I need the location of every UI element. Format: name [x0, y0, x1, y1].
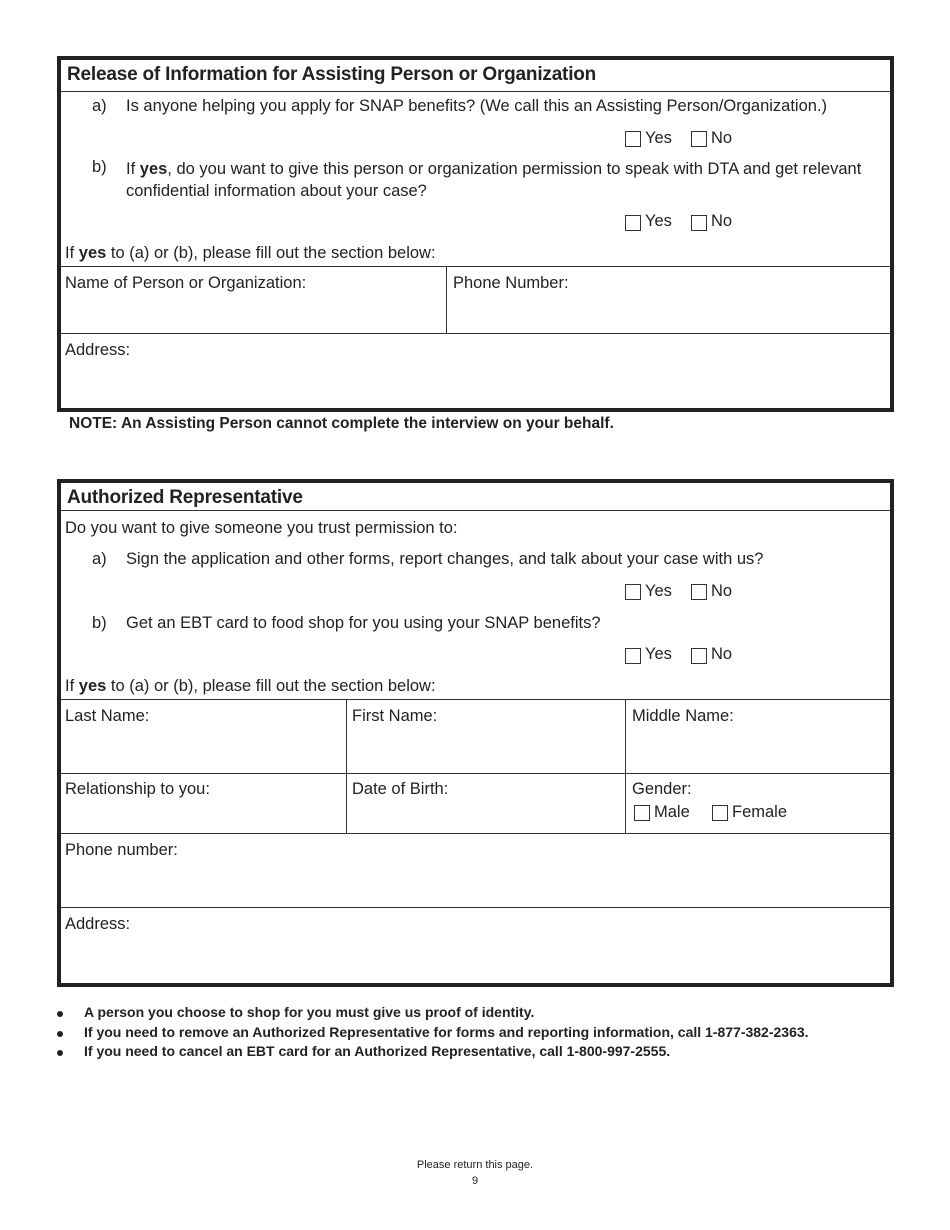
- middle-name-field-label: Middle Name:: [632, 707, 734, 725]
- authorized-address-field-label: Address:: [65, 915, 131, 933]
- question-a-text: Is anyone helping you apply for SNAP benefits? (We call this an Assisting Person/Organization.): [126, 97, 828, 115]
- authorized-phone-field-label: Phone number:: [65, 841, 178, 859]
- relationship-field-label: Relationship to you:: [65, 780, 210, 798]
- auth-question-a-marker: a): [92, 550, 107, 568]
- authorized-section-title: Authorized Representative: [67, 487, 303, 508]
- authorized-instruction: If yes to (a) or (b), please fill out the section below:: [65, 677, 436, 695]
- gender-female-label: Female: [732, 803, 788, 821]
- list-item-text: A person you choose to shop for you must give us proof of identity.: [84, 1004, 535, 1020]
- question-b-text: If yes, do you want to give this person or organization permission to speak with DTA and get relevant confidential information about your case?: [126, 160, 862, 200]
- auth-question-b-marker: b): [92, 614, 107, 632]
- auth-question-a-text: Sign the application and other forms, report changes, and talk about your case with us?: [126, 550, 764, 568]
- bullet-icon: [57, 1050, 63, 1056]
- last-name-field-label: Last Name:: [65, 707, 150, 725]
- question-b-marker: b): [92, 158, 107, 176]
- divider: [61, 773, 890, 774]
- release-a-no-checkbox[interactable]: [691, 131, 707, 147]
- release-b-yes-label: Yes: [645, 212, 672, 230]
- release-b-yes-checkbox[interactable]: [625, 215, 641, 231]
- auth-b-yes-checkbox[interactable]: [625, 648, 641, 664]
- bullet-icon: [57, 1011, 63, 1017]
- divider: [625, 699, 626, 833]
- auth-a-no-label: No: [711, 582, 733, 600]
- auth-question-b-text: Get an EBT card to food shop for you using your SNAP benefits?: [126, 614, 601, 632]
- release-phone-field-label: Phone Number:: [453, 274, 569, 292]
- question-a-marker: a): [92, 97, 107, 115]
- divider: [61, 266, 890, 267]
- auth-a-no-checkbox[interactable]: [691, 584, 707, 600]
- divider: [61, 907, 890, 908]
- return-page-footer: Please return this page.: [416, 1159, 534, 1171]
- auth-a-yes-label: Yes: [645, 582, 672, 600]
- release-b-no-label: No: [711, 212, 733, 230]
- divider: [61, 91, 890, 92]
- divider: [61, 833, 890, 834]
- release-address-field-label: Address:: [65, 341, 131, 359]
- name-of-person-field-label: Name of Person or Organization:: [65, 274, 307, 292]
- gender-male-label: Male: [654, 803, 690, 821]
- release-of-information-section: [57, 56, 894, 412]
- release-a-yes-label: Yes: [645, 129, 672, 147]
- authorized-intro: Do you want to give someone you trust permission to:: [65, 519, 458, 537]
- first-name-field-label: First Name:: [352, 707, 438, 725]
- release-b-no-checkbox[interactable]: [691, 215, 707, 231]
- date-of-birth-field-label: Date of Birth:: [352, 780, 449, 798]
- divider: [346, 699, 347, 833]
- divider: [61, 699, 890, 700]
- gender-field-label: Gender:: [632, 780, 692, 798]
- release-a-yes-checkbox[interactable]: [625, 131, 641, 147]
- release-section-title: Release of Information for Assisting Person or Organization: [67, 64, 597, 85]
- gender-female-checkbox[interactable]: [712, 805, 728, 821]
- list-item-text: If you need to remove an Authorized Representative for forms and reporting information, call 1-877-382-2363.: [84, 1023, 809, 1040]
- bullet-icon: [57, 1031, 63, 1037]
- auth-b-no-label: No: [711, 645, 733, 663]
- divider: [61, 333, 890, 334]
- release-a-no-label: No: [711, 129, 733, 147]
- page-number: 9: [471, 1175, 479, 1187]
- divider: [446, 266, 447, 333]
- auth-b-yes-label: Yes: [645, 645, 672, 663]
- divider: [61, 510, 890, 511]
- auth-a-yes-checkbox[interactable]: [625, 584, 641, 600]
- authorized-representative-section: [57, 479, 894, 987]
- list-item-text: If you need to cancel an EBT card for an Authorized Representative, call 1-800-997-2555.: [84, 1043, 671, 1059]
- assisting-person-note: NOTE: An Assisting Person cannot complete the interview on your behalf.: [69, 415, 614, 432]
- gender-male-checkbox[interactable]: [634, 805, 650, 821]
- release-instruction: If yes to (a) or (b), please fill out the section below:: [65, 244, 436, 262]
- auth-b-no-checkbox[interactable]: [691, 648, 707, 664]
